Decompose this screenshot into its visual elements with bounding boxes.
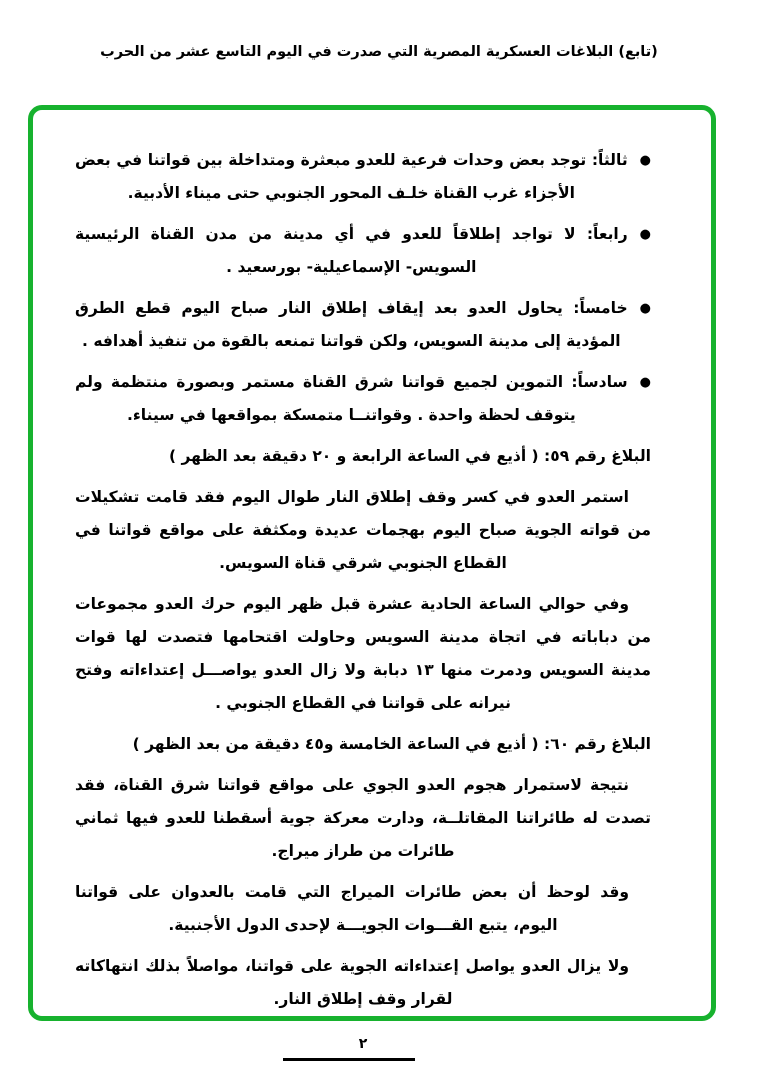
bulletin-60-paragraph: وقد لوحظ أن بعض طائرات الميراج التي قامت بالعدوان على قواتنا اليوم، يتبع القـــوات الجويـــة لإحدى الدول الأجنبية. (75, 883, 629, 934)
bullet-text: ثالثاً: توجد بعض وحدات فرعية للعدو مبعثرة ومتداخلة بين قواتنا في بعض الأجزاء غرب القناة خلـف المحور الجنوبي حتى ميناء الأدبية. (75, 151, 628, 202)
bulletin-60-paragraph: ولا يزال العدو يواصل إعتداءاته الجوية على قواتنا، مواصلاً بذلك انتهاكاته لقرار وقف إطلاق النار. (75, 957, 629, 1008)
bulletin-59-paragraph: وفي حوالي الساعة الحادية عشرة قبل ظهر اليوم حرك العدو مجموعات من دباباته في اتجاة مدينة السويس وحاولت اقتحامها فتصدت لها قوات مدينة السويس ودمرت منها ١٣ دبابة ولا زال العدو يواصـــل إعتداءاته وفتح نيرانه على قواتنا في القطاع الجنوبي . (75, 595, 651, 712)
bulletin-59-heading: البلاغ رقم ٥٩: ( أذيع في الساعة الرابعة و ٢٠ دقيقة بعد الظهر ) (169, 447, 651, 465)
bullet-text: رابعاً: لا تواجد إطلاقاً للعدو في أي مدينة من مدن القناة الرئيسية السويس- الإسماعيلية- بورسعيد . (75, 225, 628, 276)
bullet-item-fourth (75, 218, 651, 284)
page-title: (تابع) البلاغات العسكرية المصرية التي صدرت في اليوم التاسع عشر من الحرب (100, 44, 658, 60)
divider-line (283, 1058, 415, 1061)
bulletin-59-paragraph: استمر العدو في كسر وقف إطلاق النار طوال اليوم فقد قامت تشكيلات من قواته الجوية صباح اليوم بهجمات عديدة ومكثفة على مواقع قواتنا في القطاع الجنوبي شرقي قناة السويس. (75, 488, 651, 572)
page-number: ٢ (358, 1036, 368, 1052)
bullet-text: خامساً: يحاول العدو بعد إيقاف إطلاق النار صباح اليوم قطع الطرق المؤدية إلى مدينة السويس، ولكن قواتنا تمنعه بالقوة من تنفيذ أهدافه . (75, 299, 628, 350)
bullet-item-third (75, 144, 651, 210)
content-frame (28, 105, 716, 1021)
bullet-marker-icon: ● (639, 153, 651, 168)
bullet-marker-icon: ● (639, 375, 651, 390)
document-body (33, 110, 711, 1061)
bulletin-60-heading: البلاغ رقم ٦٠: ( أذيع في الساعة الخامسة و٤٥ دقيقة من بعد الظهر ) (132, 735, 651, 753)
bullet-item-fifth (75, 292, 651, 358)
bullet-marker-icon: ● (639, 227, 651, 242)
bullet-marker-icon: ● (639, 301, 651, 316)
bullet-item-sixth (75, 366, 651, 432)
bullet-text: سادساً: التموين لجميع قواتنا شرق القناة مستمر وبصورة منتظمة ولم يتوقف لحظة واحدة . وقواتنــا متمسكة بمواقعها في سيناء. (75, 373, 628, 424)
bulletin-60-paragraph: نتيجة لاستمرار هجوم العدو الجوي على مواقع قواتنا شرق القناة، فقد تصدت له طائراتنا المقاتلــة، ودارت معركة جوية أسقطنا للعدو فيها ثماني طائرات من طراز ميراج. (75, 776, 651, 860)
